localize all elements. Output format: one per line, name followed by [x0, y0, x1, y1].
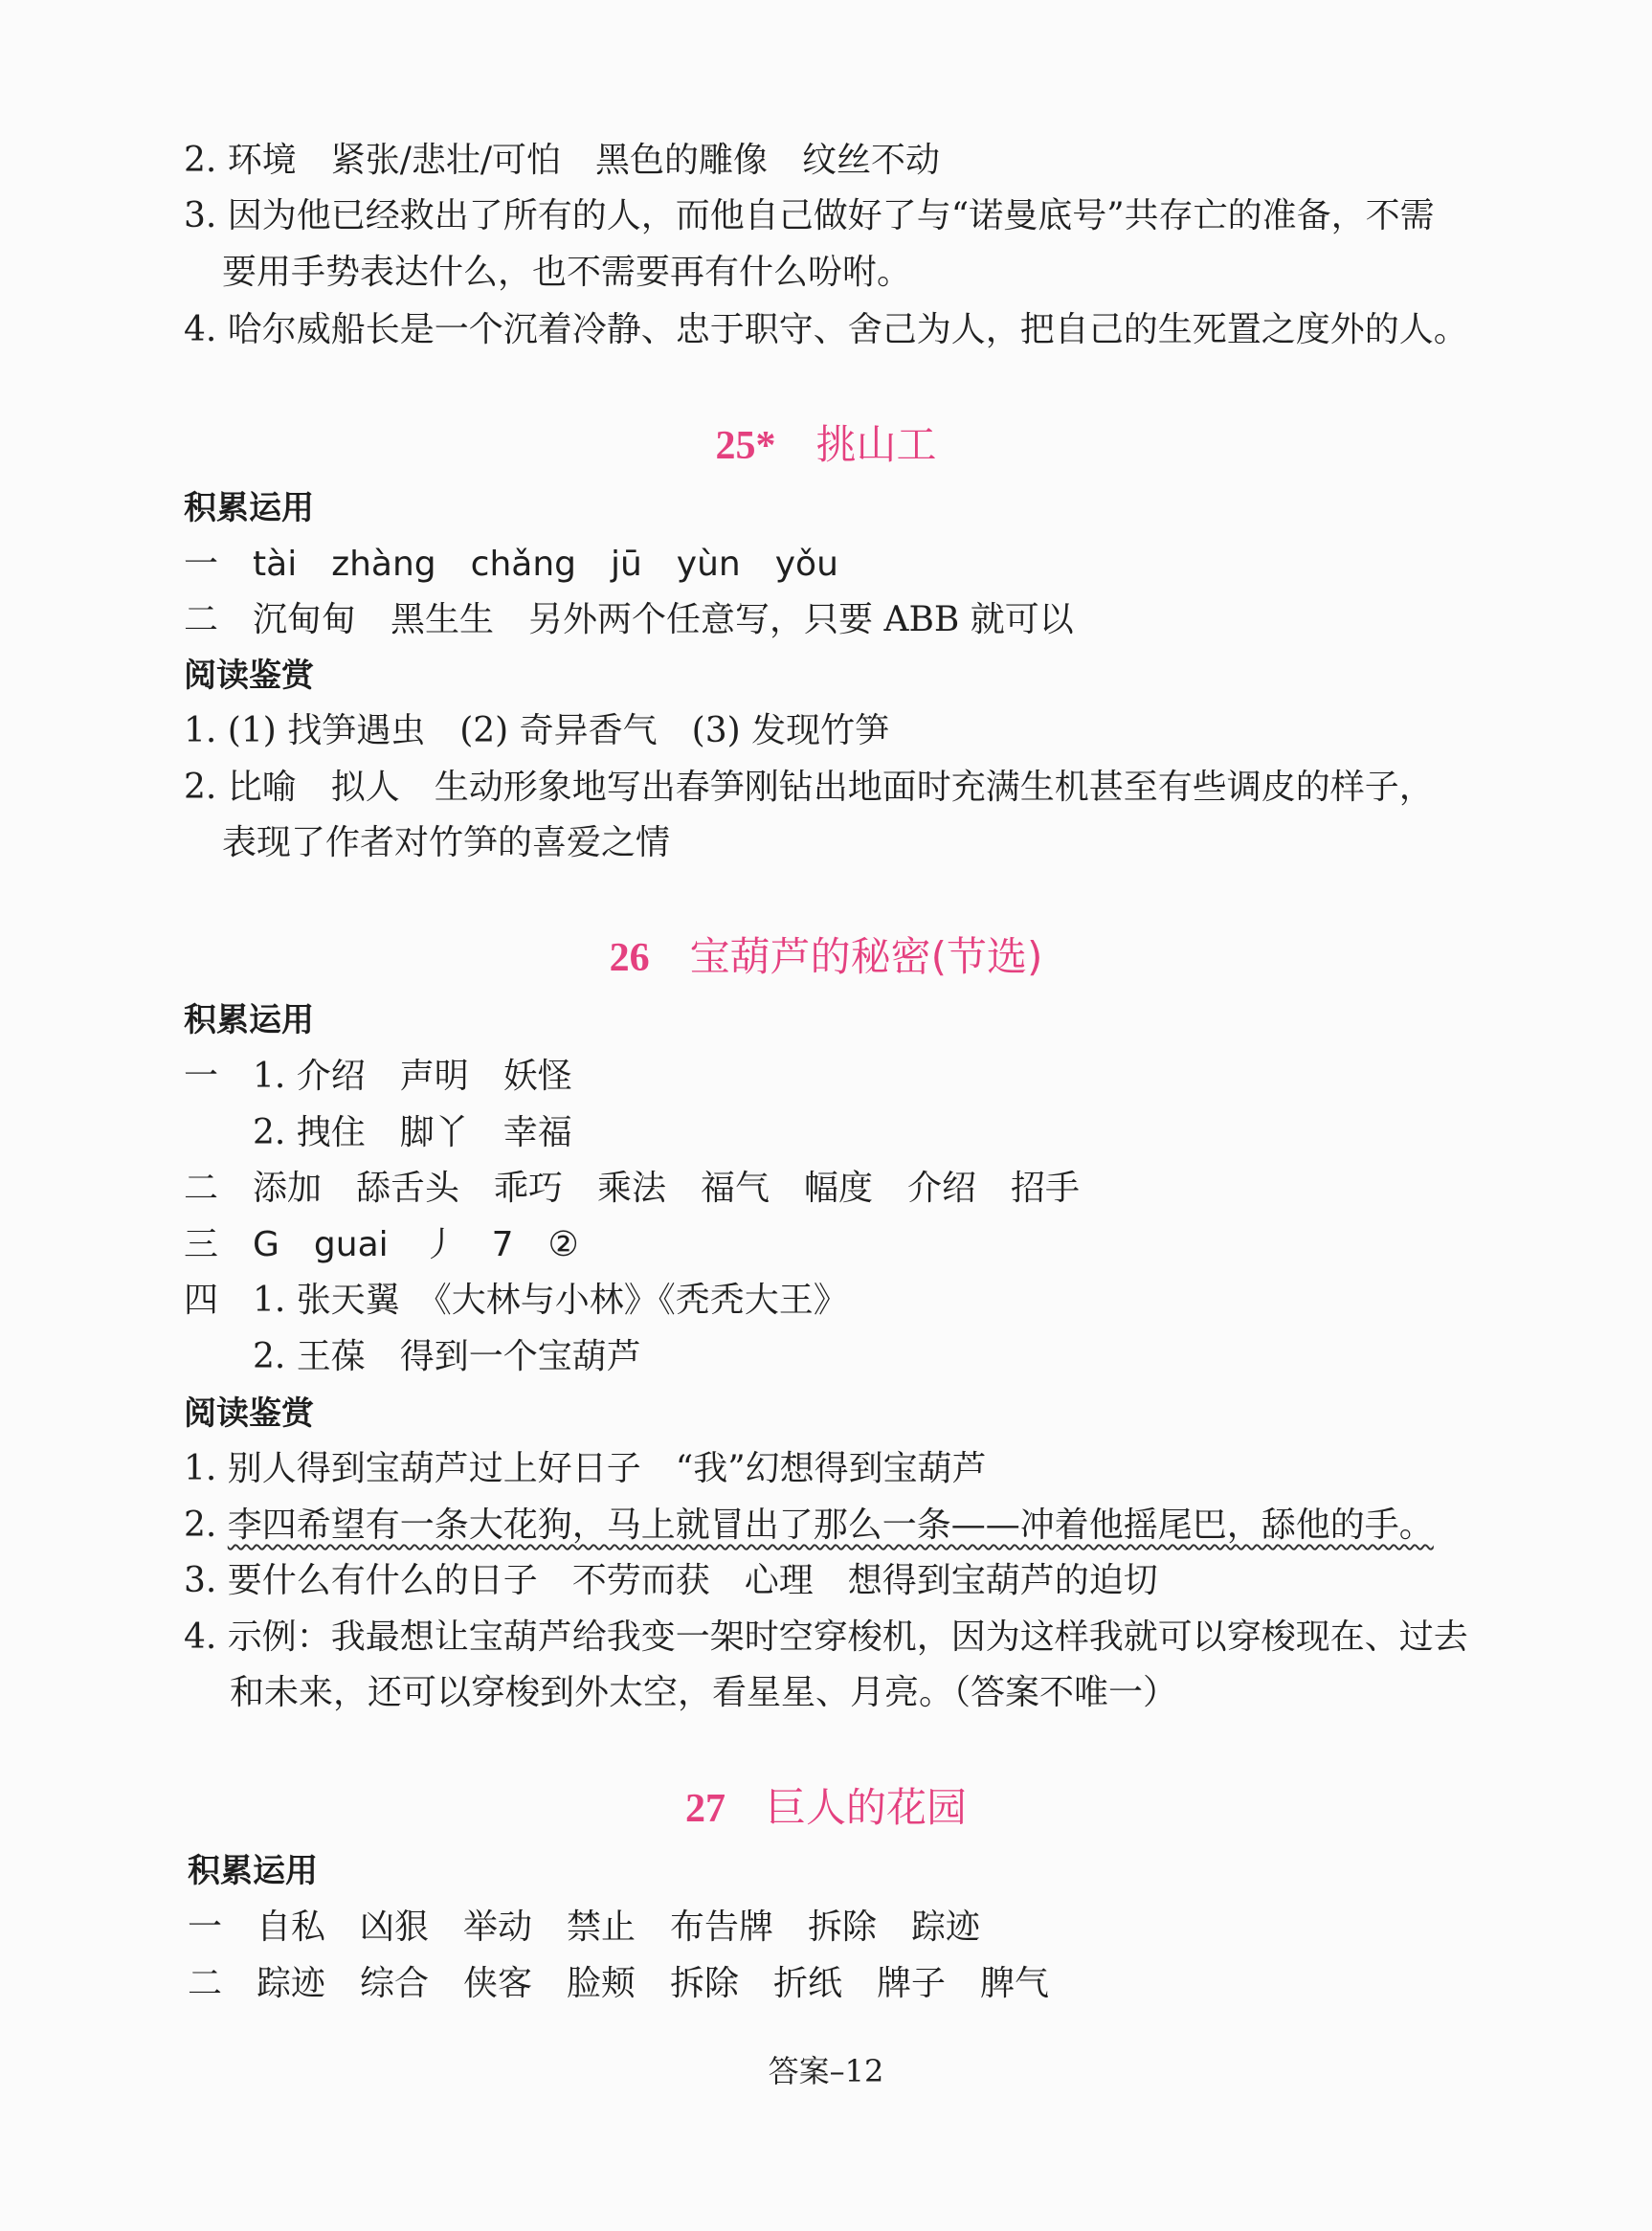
answer-line: 2. 环境 紧张/悲壮/可怕 黑色的雕像 纹丝不动 — [184, 141, 941, 180]
answer-line: 4. 哈尔威船长是一个沉着冷静、忠于职守、舍己为人，把自己的生死置之度外的人。 — [184, 310, 1468, 349]
answer-line: 2. 拽住 脚丫 幸福 — [253, 1113, 572, 1152]
answer-line: 4. 示例：我最想让宝葫芦给我变一架时空穿梭机，因为这样我就可以穿梭现在、过去 — [184, 1617, 1468, 1657]
section-heading: 积累运用 — [184, 489, 314, 527]
answer-line: 3. 要什么有什么的日子 不劳而获 心理 想得到宝葫芦的迫切 — [184, 1561, 1158, 1600]
answer-line: 三 G guai 丿 7 ② — [184, 1225, 579, 1264]
answer-line: 四 1. 张天翼 《大林与小林》《秃秃大王》 — [184, 1281, 848, 1320]
answer-line: 和未来，还可以穿梭到外太空，看星星、月亮。（答案不唯一） — [230, 1673, 1178, 1712]
wavy-underlined-sentence: 李四希望有一条大花狗，马上就冒出了那么一条——冲着他摇尾巴，舔他的手。 — [227, 1506, 1434, 1545]
answer-line: 1. (1) 找笋遇虫 (2) 奇异香气 (3) 发现竹笋 — [184, 711, 890, 750]
answer-line — [184, 1506, 1434, 1545]
lesson-name: 挑山工 — [815, 421, 937, 468]
answer-line: 表现了作者对竹笋的喜爱之情 — [222, 823, 671, 862]
answer-line: 2. 比喻 拟人 生动形象地写出春笋刚钻出地面时充满生机甚至有些调皮的样子， — [184, 768, 1434, 807]
answer-line: 3. 因为他已经救出了所有的人，而他自己做好了与“诺曼底号”共存亡的准备，不需 — [184, 196, 1435, 235]
answer-line: 一 1. 介绍 声明 妖怪 — [184, 1057, 572, 1096]
lesson-name: 巨人的花园 — [766, 1784, 968, 1831]
answer-line: 二 沉甸甸 黑生生 另外两个任意写，只要 ABB 就可以 — [184, 600, 1074, 639]
lesson-title-27 — [0, 1784, 1652, 1833]
lesson-number: 26 — [609, 936, 650, 980]
lesson-title-26 — [0, 933, 1652, 982]
lesson-number: 25* — [715, 424, 776, 468]
section-heading: 积累运用 — [184, 1001, 314, 1039]
lesson-name: 宝葫芦的秘密(节选) — [689, 933, 1043, 980]
item-number: 2. — [184, 1506, 228, 1545]
section-heading: 阅读鉴赏 — [184, 657, 314, 695]
answer-line — [184, 546, 838, 584]
section-heading: 阅读鉴赏 — [184, 1394, 314, 1433]
answer-line: 2. 王葆 得到一个宝葫芦 — [253, 1337, 641, 1376]
answer-line: 一 自私 凶狠 举动 禁止 布告牌 拆除 踪迹 — [188, 1908, 981, 1947]
item-label: 一 — [184, 545, 219, 584]
pinyin-answers: tài zhàng chǎng jū yùn yǒu — [253, 545, 838, 584]
section-heading: 积累运用 — [188, 1852, 318, 1890]
answer-line: 1. 别人得到宝葫芦过上好日子 “我”幻想得到宝葫芦 — [184, 1449, 987, 1488]
lesson-title-25 — [0, 421, 1652, 470]
page-number: 答案–12 — [768, 2053, 884, 2089]
answer-line: 二 添加 舔舌头 乖巧 乘法 福气 幅度 介绍 招手 — [184, 1169, 1081, 1208]
answer-line: 要用手势表达什么，也不需要再有什么吩咐。 — [222, 253, 912, 292]
lesson-number: 27 — [684, 1787, 726, 1831]
answer-line: 二 踪迹 综合 侠客 脸颊 拆除 折纸 牌子 脾气 — [188, 1964, 1050, 2003]
